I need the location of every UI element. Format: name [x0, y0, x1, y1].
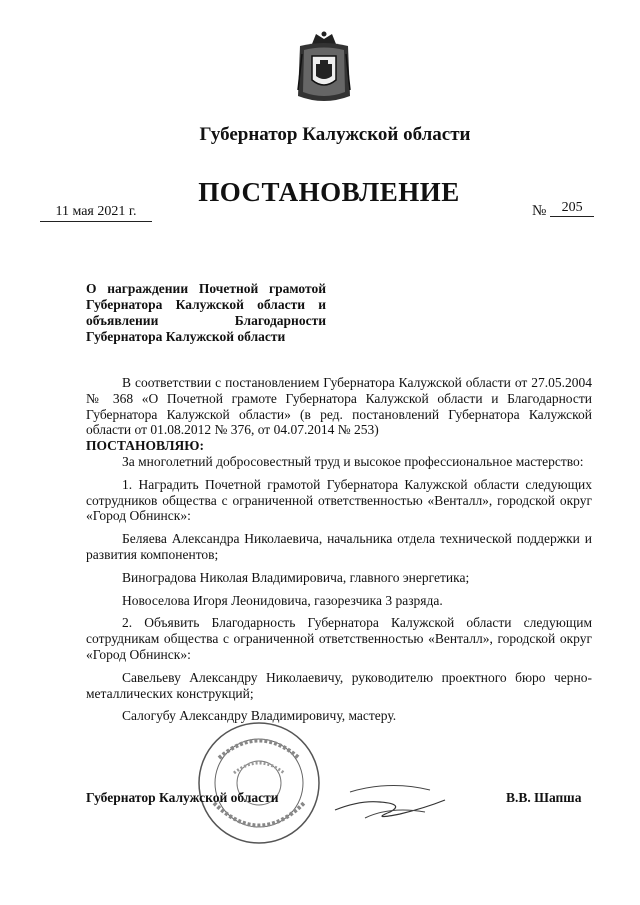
document-subject: О награждении Почетной грамотой Губернатора Калужской области и объявлении Благодарности Губернатора Калужской области	[86, 281, 326, 344]
document-number	[532, 200, 594, 221]
handwritten-signature-icon	[330, 770, 450, 830]
awardee-2: Виноградова Николая Владимировича, главного энергетика;	[122, 569, 470, 585]
item-2-paragraph: 2. Объявить Благодарность Губернатора Калужской области следующим сотрудникам общества с ограниченной ответственностью «Венталл», городской округ «Город Обнинск»:	[86, 615, 592, 662]
thanked-2: Салогубу Александру Владимировичу, мастеру.	[122, 708, 397, 724]
official-round-seal-icon	[194, 718, 324, 848]
signatory-name: В.В. Шапша	[506, 790, 582, 805]
number-label: №	[532, 203, 547, 219]
awardee-1: Беляева Александра Николаевича, начальника отдела технической поддержки и развития компонентов;	[86, 531, 592, 562]
item-1-paragraph: 1. Наградить Почетной грамотой Губернатора Калужской области следующих сотрудников общества с ограниченной ответственностью «Венталл», городской округ «Город Обнинск»:	[86, 476, 592, 524]
merit-paragraph: За многолетний добросовестный труд и высокое профессиональное мастерство:	[122, 453, 584, 469]
document-body	[86, 375, 592, 724]
thanked-1: Савельеву Александру Николаевичу, руководителю проектного бюро черно-металлических конструкций;	[86, 669, 592, 701]
number-value: 205	[550, 200, 594, 217]
document-type: ПОСТАНОВЛЕНИЕ	[198, 177, 460, 207]
signatory-position: Губернатор Калужской области	[86, 790, 279, 805]
kaluga-coat-of-arms-icon	[296, 30, 352, 106]
awardee-3: Новоселова Игоря Леонидовича, газорезчика 3 разряда.	[122, 592, 443, 608]
decree-heading: ПОСТАНОВЛЯЮ:	[86, 438, 204, 454]
preamble-paragraph: В соответствии с постановлением Губернатора Калужской области от 27.05.2004 № 368 «О Почетной грамоте Губернатора Калужской области и Благодарности Губернатора Калужской области» (в ред. постановлений Губернатора Калужской области от 01.08.2012 № 376, от 04.07.2014 № 253)	[86, 375, 592, 438]
governor-title: Губернатор Калужской области	[199, 124, 471, 145]
document-date: 11 мая 2021 г.	[40, 204, 152, 222]
